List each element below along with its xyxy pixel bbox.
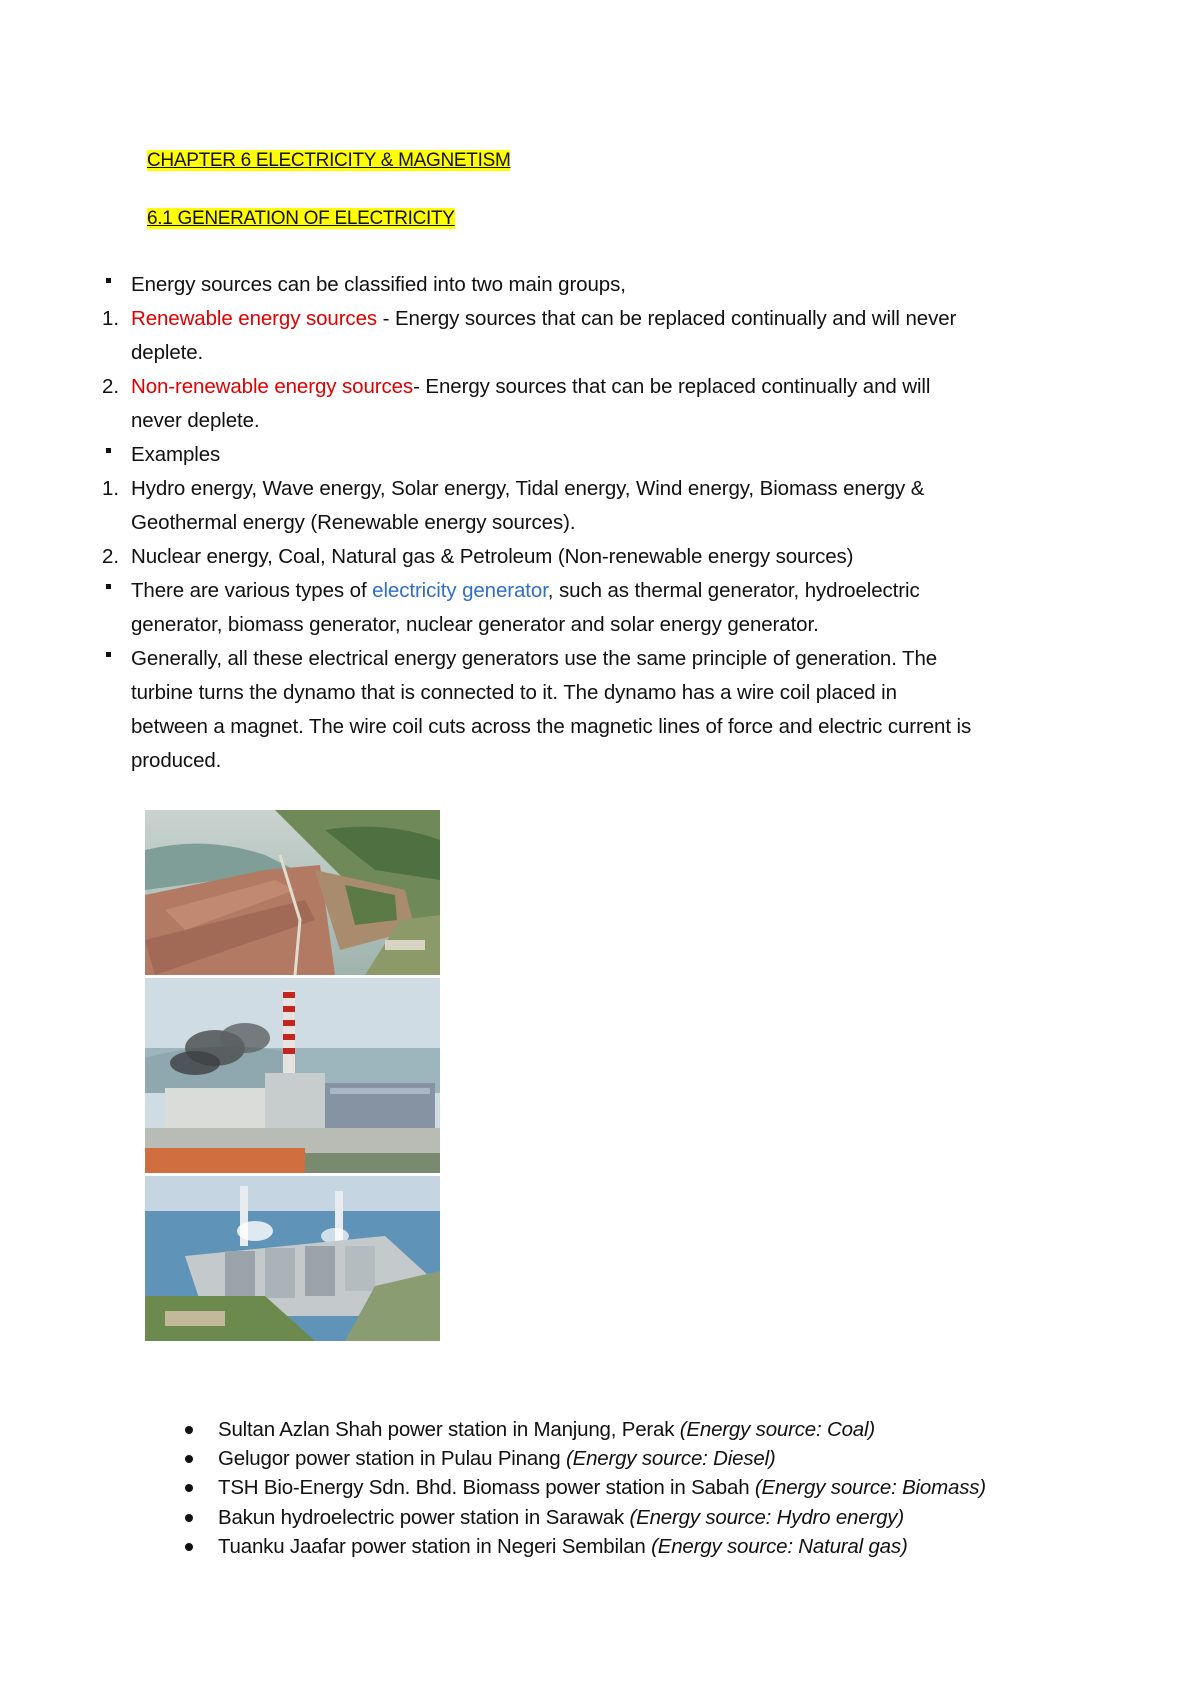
station-name: Gelugor power station in Pulau Pinang bbox=[218, 1447, 566, 1470]
renewable-term: Renewable energy sources bbox=[131, 307, 378, 330]
list-item bbox=[218, 1505, 904, 1531]
station-name: Sultan Azlan Shah power station in Manjung, Perak bbox=[218, 1418, 680, 1441]
example-1-line-1: Hydro energy, Wave energy, Solar energy, Tidal energy, Wind energy, Biomass energy & bbox=[131, 477, 925, 500]
principle-line: turbine turns the dynamo that is connected to it. The dynamo has a wire coil placed in bbox=[131, 681, 897, 704]
station-name: Tuanku Jaafar power station in Negeri Sembilan bbox=[218, 1535, 652, 1558]
chapter-title-text: CHAPTER 6 ELECTRICITY & MAGNETISM bbox=[147, 150, 511, 171]
list-item bbox=[218, 1446, 776, 1472]
station-name: Bakun hydroelectric power station in Sarawak bbox=[218, 1506, 630, 1529]
examples-label: Examples bbox=[131, 443, 221, 466]
group-2-separator: - bbox=[413, 375, 426, 398]
example-2-line-1: Nuclear energy, Coal, Natural gas & Petroleum (Non-renewable energy sources) bbox=[131, 545, 854, 568]
electricity-generator-link[interactable]: electricity generator bbox=[372, 579, 548, 602]
intro-text: Energy sources can be classified into two main groups, bbox=[131, 273, 626, 296]
round-bullet-icon bbox=[185, 1543, 193, 1551]
round-bullet-icon bbox=[185, 1455, 193, 1463]
list-item bbox=[218, 1417, 875, 1443]
list-number: 2. bbox=[102, 545, 120, 568]
generators-line-2: generator, biomass generator, nuclear generator and solar energy generator. bbox=[131, 613, 819, 636]
list-number: 2. bbox=[102, 375, 120, 398]
group-1-line-2: deplete. bbox=[131, 341, 204, 364]
non-renewable-term: Non-renewable energy sources bbox=[131, 375, 414, 398]
list-number: 1. bbox=[102, 307, 120, 330]
round-bullet-icon bbox=[185, 1514, 193, 1522]
group-2-line-2: never deplete. bbox=[131, 409, 260, 432]
station-source: (Energy source: Diesel) bbox=[565, 1447, 776, 1470]
group-1-line-1 bbox=[131, 306, 956, 332]
group-2-definition: Energy sources that can be replaced continually and will bbox=[425, 375, 931, 398]
group-1-separator: - bbox=[377, 307, 395, 330]
square-bullet-icon bbox=[106, 652, 111, 657]
section-title-text: 6.1 GENERATION OF ELECTRICITY bbox=[147, 208, 455, 229]
round-bullet-icon bbox=[185, 1426, 193, 1434]
example-1-line-2: Geothermal energy (Renewable energy sources). bbox=[131, 511, 576, 534]
station-name: TSH Bio-Energy Sdn. Bhd. Biomass power station in Sabah bbox=[218, 1476, 755, 1499]
station-source: (Energy source: Coal) bbox=[679, 1418, 875, 1441]
principle-line: Generally, all these electrical energy generators use the same principle of generation. The bbox=[131, 647, 938, 670]
station-source: (Energy source: Hydro energy) bbox=[629, 1506, 904, 1529]
gas-plant-photo bbox=[145, 1176, 440, 1341]
group-2-line-1 bbox=[131, 374, 930, 400]
list-number: 1. bbox=[102, 477, 120, 500]
square-bullet-icon bbox=[106, 278, 111, 283]
station-source: (Energy source: Natural gas) bbox=[651, 1535, 908, 1558]
square-bullet-icon bbox=[106, 448, 111, 453]
generators-line-1 bbox=[131, 578, 920, 604]
dam-photo bbox=[145, 810, 440, 975]
section-title bbox=[147, 208, 455, 230]
generators-after: , such as thermal generator, hydroelectric bbox=[547, 579, 920, 602]
principle-line: between a magnet. The wire coil cuts across the magnetic lines of force and electric current is bbox=[131, 715, 972, 738]
group-1-definition: Energy sources that can be replaced continually and will never bbox=[394, 307, 957, 330]
coal-plant-photo bbox=[145, 978, 440, 1173]
list-item bbox=[218, 1475, 986, 1501]
station-source: (Energy source: Biomass) bbox=[754, 1476, 986, 1499]
square-bullet-icon bbox=[106, 584, 111, 589]
chapter-title bbox=[147, 150, 510, 172]
list-item bbox=[218, 1534, 908, 1560]
round-bullet-icon bbox=[185, 1484, 193, 1492]
principle-line: produced. bbox=[131, 749, 222, 772]
generators-before: There are various types of bbox=[131, 579, 373, 602]
